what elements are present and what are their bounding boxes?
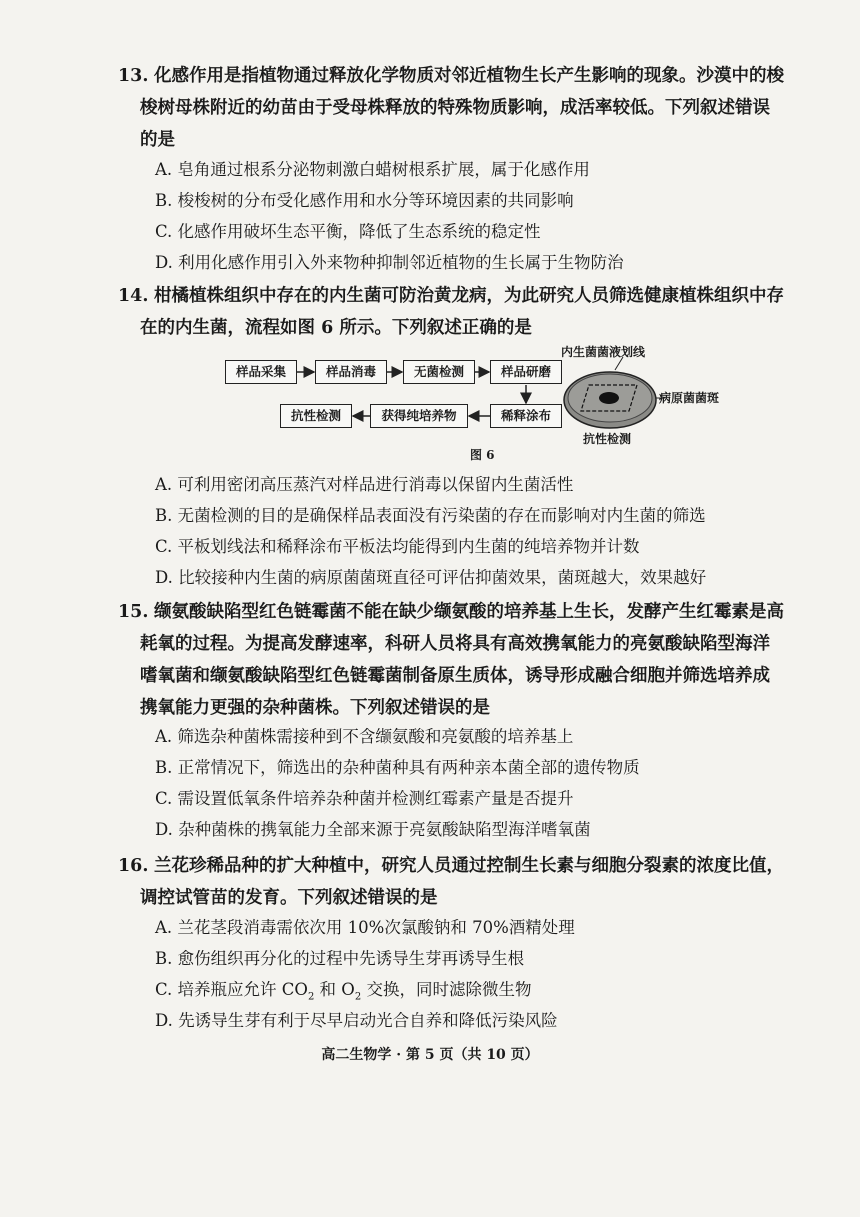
option-c: C. 化感作用破坏生态平衡，降低了生态系统的稳定性: [155, 222, 541, 241]
option-a: A. 兰花茎段消毒需依次用 10%次氯酸钠和 70%酒精处理: [155, 918, 575, 937]
question-stem: 在的内生菌，流程如图 6 所示。下列叙述正确的是: [140, 318, 532, 338]
option-d: D. 比较接种内生菌的病原菌菌斑直径可评估抑菌效果，菌斑越大，效果越好: [155, 568, 707, 587]
option-b: B. 正常情况下，筛选出的杂种菌种具有两种亲本菌全部的遗传物质: [155, 758, 640, 777]
step-sterility-test: 无菌检测: [403, 360, 475, 384]
figure-6-flowchart: [225, 343, 745, 463]
question-stem: 梭树母株附近的幼苗由于受母株释放的特殊物质影响，成活率较低。下列叙述错误: [140, 98, 770, 118]
co2-subscript: 2: [307, 991, 315, 1003]
plate-label-resistance: 抗性检测: [583, 432, 632, 446]
question-stem: 携氧能力更强的杂种菌株。下列叙述错误的是: [140, 698, 490, 718]
question-15: [118, 596, 830, 724]
question-stem: 缬氨酸缺陷型红色链霉菌不能在缺少缬氨酸的培养基上生长，发酵产生红霉素是高: [154, 602, 785, 622]
figure-caption: 图 6: [470, 448, 495, 462]
step-sample-grinding: 样品研磨: [490, 360, 562, 384]
question-16: [118, 850, 830, 914]
question-stem: 嗜氧菌和缬氨酸缺陷型红色链霉菌制备原生质体，诱导形成融合细胞并筛选培养成: [140, 666, 770, 686]
option-c-mid: 和 O: [314, 980, 355, 999]
page-footer: 高二生物学 · 第 5 页（共 10 页）: [321, 1047, 539, 1063]
option-c: C. 平板划线法和稀释涂布平板法均能得到内生菌的纯培养物并计数: [155, 537, 640, 556]
question-number: 15.: [118, 602, 149, 622]
option-d: D. 杂种菌株的携氧能力全部来源于亮氨酸缺陷型海洋嗜氧菌: [155, 820, 591, 839]
option-a: A. 筛选杂种菌株需接种到不含缬氨酸和亮氨酸的培养基上: [155, 727, 574, 746]
question-stem: 化感作用是指植物通过释放化学物质对邻近植物生长产生影响的现象。沙漠中的梭: [154, 66, 785, 86]
o2-subscript: 2: [354, 991, 362, 1003]
option-b: B. 愈伤组织再分化的过程中先诱导生芽再诱导生根: [155, 949, 525, 968]
option-c-tail: 交换，同时滤除微生物: [361, 980, 532, 999]
step-dilution-spreading: 稀释涂布: [490, 404, 562, 428]
option-a: A. 可利用密闭高压蒸汽对样品进行消毒以保留内生菌活性: [155, 475, 574, 494]
question-13: [118, 60, 830, 156]
step-sample-disinfection: 样品消毒: [315, 360, 387, 384]
option-b: B. 无菌检测的目的是确保样品表面没有污染菌的存在而影响对内生菌的筛选: [155, 506, 706, 525]
pathogen-plaque: [599, 392, 619, 404]
plate-label-streak: 内生菌菌液划线: [561, 345, 646, 359]
question-stem: 兰花珍稀品种的扩大种植中，研究人员通过控制生长素与细胞分裂素的浓度比值，: [154, 856, 785, 876]
option-b: B. 梭梭树的分布受化感作用和水分等环境因素的共同影响: [155, 191, 574, 210]
step-sample-collection: 样品采集: [225, 360, 297, 384]
question-number: 13.: [118, 66, 149, 86]
question-stem: 耗氧的过程。为提高发酵速率，科研人员将具有高效携氧能力的亮氨酸缺陷型海洋: [140, 634, 770, 654]
plate-label-plaque: 病原菌菌斑: [659, 391, 720, 405]
question-number: 14.: [118, 286, 149, 306]
question-stem: 的是: [140, 130, 175, 150]
step-resistance-test: 抗性检测: [280, 404, 352, 428]
question-14: [118, 280, 830, 344]
question-stem: 调控试管苗的发育。下列叙述错误的是: [140, 888, 438, 908]
question-number: 16.: [118, 856, 149, 876]
option-c-text: C. 培养瓶应允许 CO: [155, 980, 308, 999]
option-a: A. 皂角通过根系分泌物刺激白蜡树根系扩展，属于化感作用: [155, 160, 590, 179]
option-d: D. 先诱导生芽有利于尽早启动光合自养和降低污染风险: [155, 1011, 558, 1030]
question-stem: 柑橘植株组织中存在的内生菌可防治黄龙病，为此研究人员筛选健康植株组织中存: [154, 286, 785, 306]
step-pure-culture: 获得纯培养物: [370, 404, 468, 428]
option-c: C. 需设置低氧条件培养杂种菌并检测红霉素产量是否提升: [155, 789, 574, 808]
option-d: D. 利用化感作用引入外来物种抑制邻近植物的生长属于生物防治: [155, 253, 624, 272]
